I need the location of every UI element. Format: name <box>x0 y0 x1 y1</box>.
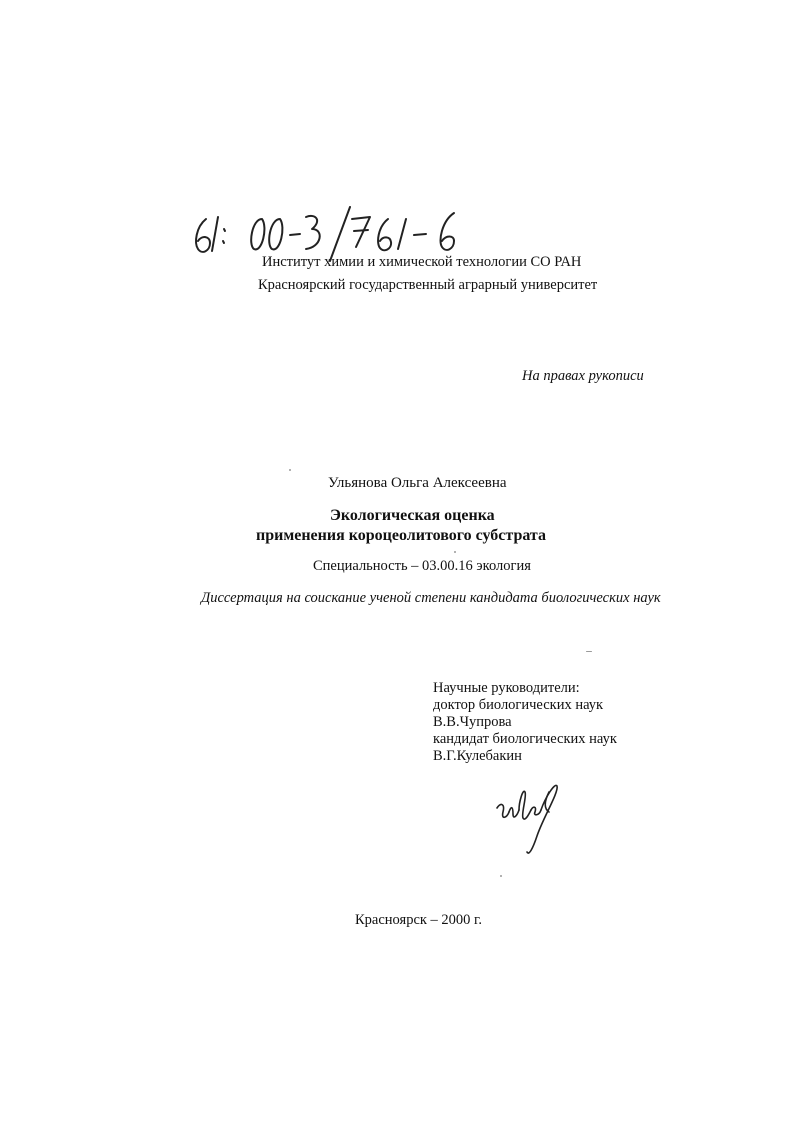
manuscript-rights-note: На правах рукописи <box>522 368 644 384</box>
dissertation-title-line-1: Экологическая оценка <box>330 507 495 524</box>
institution-line-1: Институт химии и химической технологии СО РАН <box>262 254 582 270</box>
city-year: Красноярск – 2000 г. <box>355 912 482 928</box>
supervisor-line: доктор биологических наук <box>433 697 604 713</box>
scan-speck <box>500 875 502 877</box>
supervisor-line: В.Г.Кулебакин <box>433 748 522 764</box>
dissertation-title-line-2: применения короцеолитового субстрата <box>256 527 546 544</box>
handwritten-signature <box>493 778 565 858</box>
specialty-line: Специальность – 03.00.16 экология <box>313 558 531 574</box>
author-name: Ульянова Ольга Алексеевна <box>328 475 507 491</box>
scan-speck <box>454 551 456 553</box>
supervisors-block <box>433 680 617 765</box>
dissertation-degree-line: Диссертация на соискание ученой степени кандидата биологических наук <box>201 590 661 606</box>
supervisor-line: кандидат биологических наук <box>433 731 617 747</box>
institution-line-2: Красноярский государственный аграрный университет <box>258 277 598 293</box>
scan-speck <box>586 651 592 652</box>
supervisor-line: В.В.Чупрова <box>433 714 512 730</box>
scan-speck <box>289 469 291 471</box>
supervisors-heading: Научные руководители: <box>433 680 580 696</box>
